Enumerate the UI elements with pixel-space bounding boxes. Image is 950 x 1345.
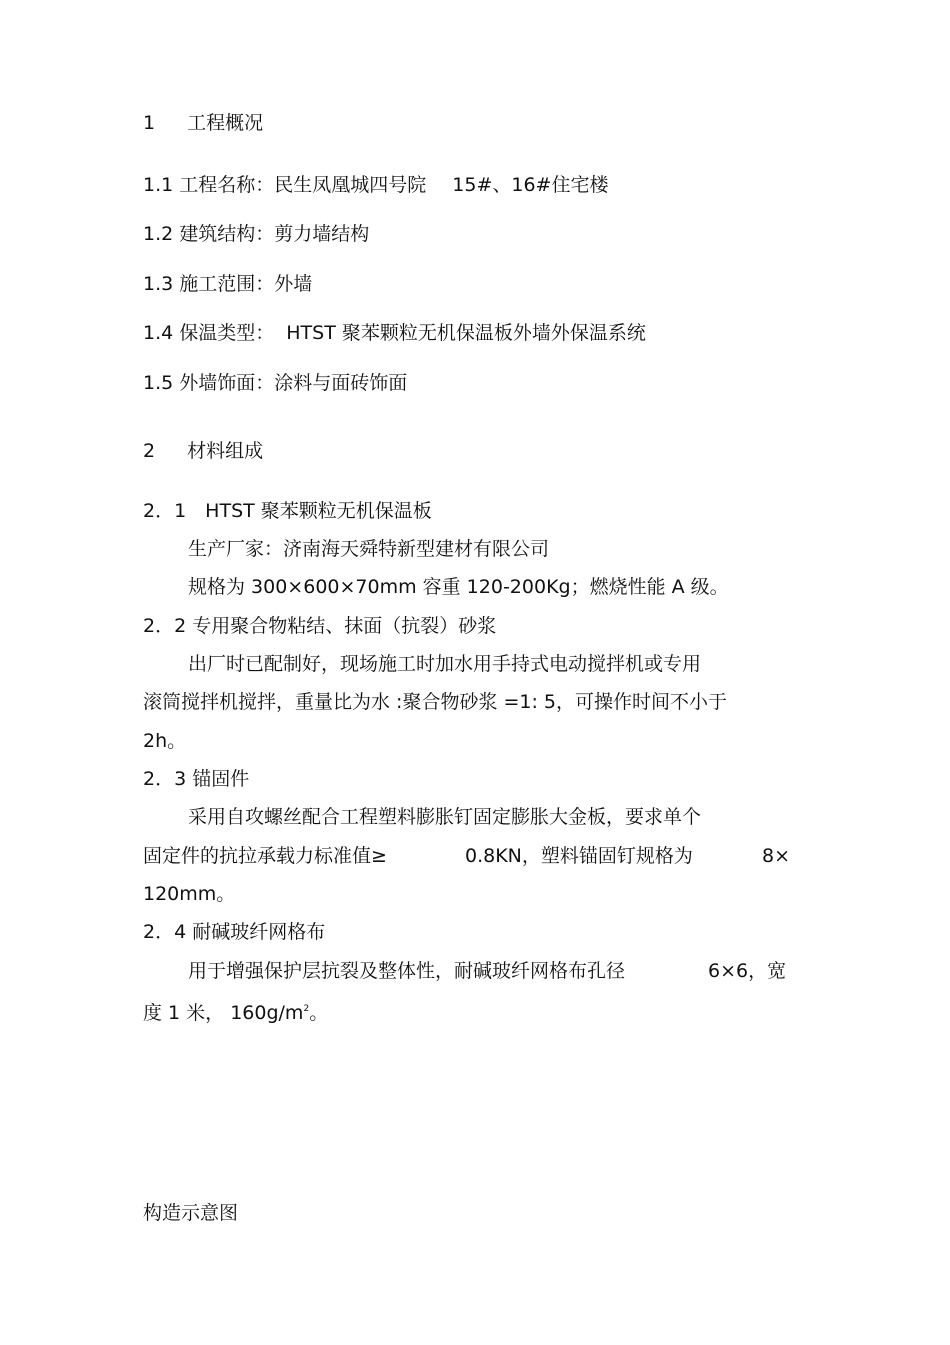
item-label: 1.5 外墙饰面：涂料与面砖饰面: [143, 372, 408, 394]
figure-caption: 构造示意图: [143, 1202, 239, 1224]
paragraph-line: 规格为 300×600×70mm 容重 120-200Kg；燃烧性能 A 级。: [188, 576, 729, 598]
section-1-heading: [143, 111, 263, 135]
item-label: 1.4 保温类型：: [143, 322, 275, 344]
item-1-1: [143, 173, 608, 197]
section-2-heading: [143, 439, 263, 463]
item-1-4: [143, 321, 646, 345]
paragraph-line: 6×6，宽: [708, 960, 787, 982]
item-value: 15#、16#住宅楼: [452, 174, 609, 196]
paragraph-line: 出厂时已配制好，现场施工时加水用手持式电动搅拌机或专用: [188, 653, 702, 675]
paragraph-line: 8×: [762, 845, 791, 867]
section-title: 工程概况: [187, 112, 264, 134]
subsection-2-3-heading: 2．3 锚固件: [143, 768, 250, 790]
subsection-2-2-heading: 2．2 专用聚合物粘结、抹面（抗裂）砂浆: [143, 615, 497, 637]
text-run: 度 1 米， 160g/m: [143, 1002, 304, 1024]
subsection-2-1-heading: 2．1 HTST 聚苯颗粒无机保温板: [143, 500, 432, 522]
section-title: 材料组成: [187, 440, 264, 462]
item-label: 1.1 工程名称：民生凤凰城四号院: [143, 174, 427, 196]
text-run: 。: [309, 1002, 329, 1024]
section-number: 2: [143, 440, 156, 462]
item-1-5: [143, 371, 407, 395]
item-1-2: [143, 222, 369, 246]
item-value: HTST 聚苯颗粒无机保温板外墙外保温系统: [286, 322, 646, 344]
paragraph-line: 滚筒搅拌机搅拌，重量比为水 :聚合物砂浆 =1: 5，可操作时间不小于: [143, 691, 728, 713]
paragraph-line: 固定件的抗拉承载力标准值≥: [143, 845, 387, 867]
paragraph-line: 120mm。: [143, 883, 236, 905]
superscript: 2: [303, 1004, 310, 1014]
item-label: 1.2 建筑结构：剪力墙结构: [143, 223, 370, 245]
paragraph-line: 采用自攻螺丝配合工程塑料膨胀钉固定膨胀大金板，要求单个: [188, 806, 702, 828]
section-number: 1: [143, 112, 156, 134]
paragraph-line: 生产厂家：济南海天舜特新型建材有限公司: [188, 538, 550, 560]
paragraph-line: 0.8KN，塑料锚固钉规格为: [465, 845, 693, 867]
paragraph-line: 2h。: [143, 730, 187, 752]
item-1-3: [143, 272, 312, 296]
paragraph-line: 用于增强保护层抗裂及整体性，耐碱玻纤网格布孔径: [188, 960, 626, 982]
item-label: 1.3 施工范围：外墙: [143, 273, 313, 295]
subsection-2-4-heading: 2．4 耐碱玻纤网格布: [143, 921, 326, 943]
paragraph-line: [143, 997, 328, 1025]
